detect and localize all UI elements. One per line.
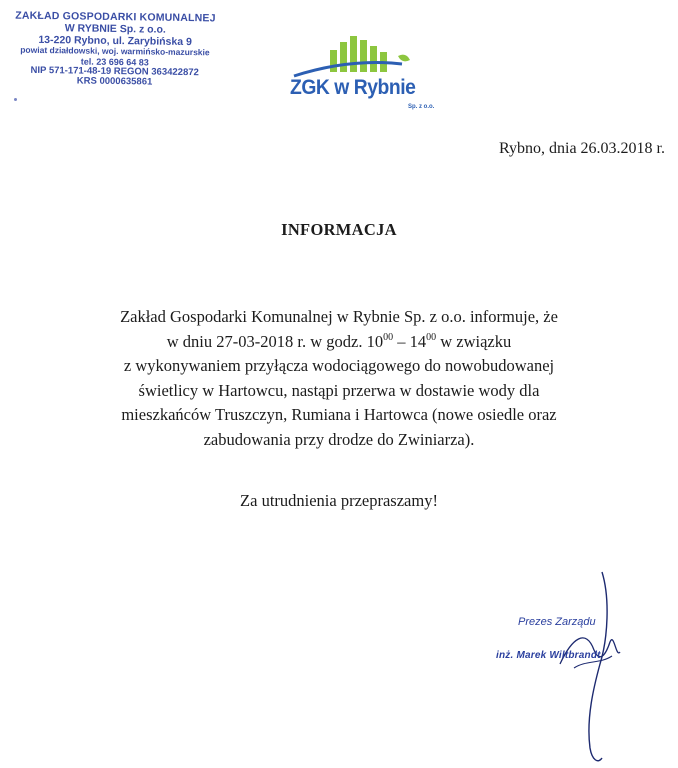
company-logo (290, 36, 440, 120)
logo-suffix: Sp. z o.o. (408, 104, 435, 110)
body-line-time: w dniu 27-03-2018 r. w godz. $10^{00} - 14^{00}$ w związku (166, 331, 512, 351)
time-end-superscript: 00 (426, 331, 437, 343)
signature-name: inż. Marek Wiltbrandt (496, 650, 601, 661)
logo-name: ZGK w Rybnie (290, 76, 416, 99)
stamp-line-krs: KRS 0000635861 (76, 75, 153, 88)
stamp-line-address: 13-220 Rybno, ul. Zarybińska 9 (38, 33, 192, 48)
body-line: Zakład Gospodarki Komunalnej w Rybnie Sp. z o.o. informuje, że (120, 307, 558, 326)
stamp-line-nip-regon: NIP 571-171-48-19 REGON 363422872 (30, 64, 199, 79)
body-line: mieszkańców Truszczyn, Rumiana i Hartowca (nowe osiedle oraz (121, 405, 557, 424)
document-date: Rybno, dnia 26.03.2018 r. (498, 140, 665, 157)
stamp-ink-dot (14, 98, 17, 101)
document-body (40, 305, 638, 452)
company-stamp (3, 10, 226, 89)
signature-block (490, 568, 678, 768)
stamp-line-phone: tel. 23 696 64 83 (80, 56, 149, 68)
time-start-superscript: 00 (383, 331, 394, 343)
stamp-line-location: W RYBNIE Sp. z o.o. (64, 22, 166, 36)
body-line: świetlicy w Hartowcu, nastąpi przerwa w dostawie wody dla (138, 380, 540, 400)
handwritten-signature-icon (490, 568, 678, 768)
body-line: z wykonywaniem przyłącza wodociągowego do nowobudowanej (123, 356, 555, 375)
stamp-line-company: ZAKŁAD GOSPODARKI KOMUNALNEJ (15, 9, 216, 25)
closing-apology: Za utrudnienia przepraszamy! (240, 491, 438, 510)
body-line: zabudowania przy drodze do Zwiniarza). (203, 429, 475, 449)
document-title: INFORMACJA (281, 220, 397, 239)
signature-title: Prezes Zarządu (518, 616, 596, 628)
stamp-line-region: powiat działdowski, woj. warmińsko-mazurskie (20, 44, 210, 58)
